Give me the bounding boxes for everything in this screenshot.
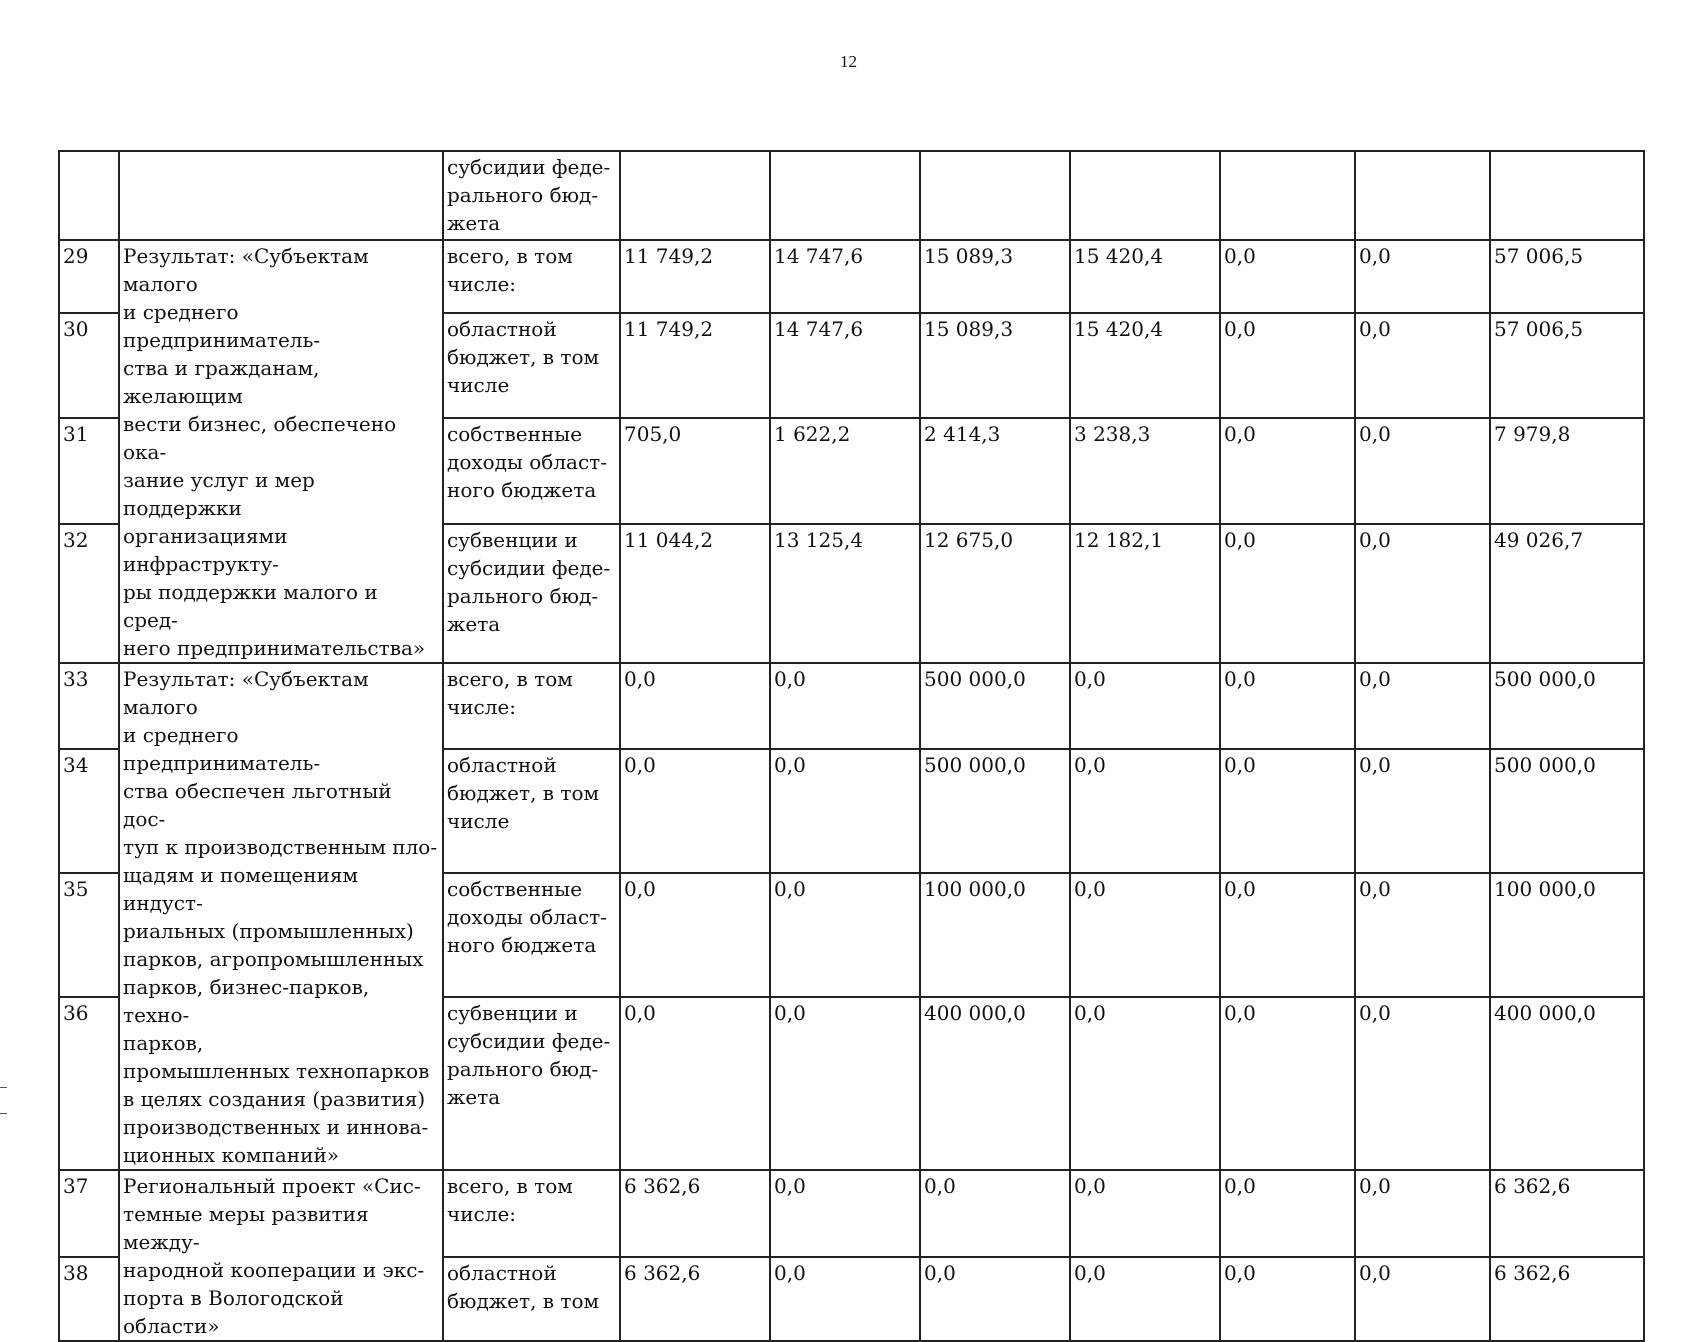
value-cell: 0,0	[770, 749, 920, 873]
value-cell: 0,0	[1355, 1257, 1490, 1341]
value-cell: 100 000,0	[920, 873, 1070, 997]
value-cell: 6 362,6	[1490, 1170, 1644, 1257]
value-cell: 14 747,6	[770, 240, 920, 313]
row-number: 34	[59, 749, 119, 873]
value-cell: 0,0	[1220, 997, 1355, 1170]
value-cell: 0,0	[1355, 749, 1490, 873]
value-cell: 0,0	[1220, 240, 1355, 313]
row-number: 38	[59, 1257, 119, 1341]
value-cell: 705,0	[620, 418, 770, 523]
value-cell: 0,0	[1355, 418, 1490, 523]
table-row	[59, 1170, 1644, 1257]
value-cell: 400 000,0	[1490, 997, 1644, 1170]
value-cell: 0,0	[620, 749, 770, 873]
funding-source: всего, в том числе:	[443, 663, 620, 749]
value-cell: 0,0	[770, 873, 920, 997]
value-cell: 0,0	[1355, 1170, 1490, 1257]
funding-source: областной бюджет, в том	[443, 1257, 620, 1341]
value-cell: 0,0	[1070, 1170, 1220, 1257]
row-number: 35	[59, 873, 119, 997]
value-cell: 6 362,6	[1490, 1257, 1644, 1341]
value-cell: 0,0	[1070, 749, 1220, 873]
funding-source: собственные доходы област- ного бюджета	[443, 418, 620, 523]
value-cell: 0,0	[620, 663, 770, 749]
value-cell: 2 414,3	[920, 418, 1070, 523]
value-cell: 15 089,3	[920, 313, 1070, 418]
value-cell: 0,0	[1220, 1257, 1355, 1341]
value-cell: 500 000,0	[1490, 663, 1644, 749]
value-cell: 0,0	[920, 1257, 1070, 1341]
value-cell: 15 420,4	[1070, 313, 1220, 418]
value-cell: 15 420,4	[1070, 240, 1220, 313]
value-cell: 0,0	[1070, 873, 1220, 997]
value-cell: 500 000,0	[920, 663, 1070, 749]
value-cell: 0,0	[1220, 524, 1355, 663]
value-cell: 0,0	[920, 1170, 1070, 1257]
row-description: Результат: «Субъектам малого и среднего предприниматель- ства обеспечен льготный дос- туп к производственным пло- щадям и помещениям индуст- риальных (промышленных) парков, агропромышленных парков, бизнес-парков, техно- парков, промышленных технопарков в целях создания (развития) производственных и иннова- ционных компаний»	[119, 663, 443, 1170]
row-description	[119, 151, 443, 240]
row-number: 36	[59, 997, 119, 1170]
row-number: 29	[59, 240, 119, 313]
value-cell: 0,0	[770, 663, 920, 749]
funding-source: областной бюджет, в том числе	[443, 313, 620, 418]
value-cell	[770, 151, 920, 240]
funding-source: субвенции и субсидии феде- рального бюд- жета	[443, 524, 620, 663]
row-description: Региональный проект «Сис- темные меры развития между- народной кооперации и экс- порта в Вологодской области»	[119, 1170, 443, 1341]
value-cell	[1355, 151, 1490, 240]
value-cell: 0,0	[770, 1170, 920, 1257]
value-cell: 0,0	[1220, 749, 1355, 873]
funding-source: собственные доходы област- ного бюджета	[443, 873, 620, 997]
value-cell: 0,0	[1355, 313, 1490, 418]
value-cell: 400 000,0	[920, 997, 1070, 1170]
row-number	[59, 151, 119, 240]
value-cell: 13 125,4	[770, 524, 920, 663]
value-cell: 7 979,8	[1490, 418, 1644, 523]
value-cell: 6 362,6	[620, 1257, 770, 1341]
funding-source: всего, в том числе:	[443, 1170, 620, 1257]
funding-source: всего, в том числе:	[443, 240, 620, 313]
row-number: 32	[59, 524, 119, 663]
funding-source: субвенции и субсидии феде- рального бюд- жета	[443, 997, 620, 1170]
row-number: 30	[59, 313, 119, 418]
value-cell: 0,0	[1220, 418, 1355, 523]
funding-source: областной бюджет, в том числе	[443, 749, 620, 873]
value-cell: 57 006,5	[1490, 313, 1644, 418]
page-number: 12	[840, 52, 857, 71]
value-cell: 0,0	[1220, 1170, 1355, 1257]
value-cell: 0,0	[1070, 663, 1220, 749]
value-cell: 0,0	[1355, 997, 1490, 1170]
value-cell: 0,0	[770, 997, 920, 1170]
value-cell: 0,0	[1355, 240, 1490, 313]
table-row	[59, 663, 1644, 749]
value-cell: 49 026,7	[1490, 524, 1644, 663]
value-cell: 0,0	[1355, 663, 1490, 749]
value-cell: 3 238,3	[1070, 418, 1220, 523]
value-cell: 12 675,0	[920, 524, 1070, 663]
margin-mark	[0, 1113, 7, 1114]
row-number: 37	[59, 1170, 119, 1257]
value-cell: 500 000,0	[1490, 749, 1644, 873]
value-cell: 6 362,6	[620, 1170, 770, 1257]
value-cell: 0,0	[770, 1257, 920, 1341]
value-cell: 0,0	[1070, 1257, 1220, 1341]
value-cell: 0,0	[1220, 663, 1355, 749]
value-cell: 1 622,2	[770, 418, 920, 523]
value-cell: 11 044,2	[620, 524, 770, 663]
value-cell: 0,0	[1355, 524, 1490, 663]
value-cell: 11 749,2	[620, 240, 770, 313]
value-cell: 15 089,3	[920, 240, 1070, 313]
value-cell: 12 182,1	[1070, 524, 1220, 663]
value-cell: 0,0	[1220, 873, 1355, 997]
budget-table	[58, 150, 1645, 1342]
value-cell: 0,0	[1220, 313, 1355, 418]
value-cell: 14 747,6	[770, 313, 920, 418]
value-cell	[1220, 151, 1355, 240]
value-cell	[1070, 151, 1220, 240]
margin-mark	[0, 1087, 7, 1088]
value-cell: 0,0	[1070, 997, 1220, 1170]
value-cell: 100 000,0	[1490, 873, 1644, 997]
row-description: Результат: «Субъектам малого и среднего предприниматель- ства и гражданам, желающим вести бизнес, обеспечено ока- зание услуг и мер поддержки организациями инфраструкту- ры поддержки малого и сред- него предпринимательства»	[119, 240, 443, 663]
row-number: 31	[59, 418, 119, 523]
funding-source: субсидии феде- рального бюд- жета	[443, 151, 620, 240]
value-cell: 11 749,2	[620, 313, 770, 418]
value-cell	[920, 151, 1070, 240]
table-row	[59, 240, 1644, 313]
value-cell	[620, 151, 770, 240]
value-cell: 0,0	[620, 997, 770, 1170]
table-row	[59, 151, 1644, 240]
value-cell: 57 006,5	[1490, 240, 1644, 313]
row-number: 33	[59, 663, 119, 749]
value-cell: 0,0	[620, 873, 770, 997]
value-cell	[1490, 151, 1644, 240]
value-cell: 500 000,0	[920, 749, 1070, 873]
value-cell: 0,0	[1355, 873, 1490, 997]
